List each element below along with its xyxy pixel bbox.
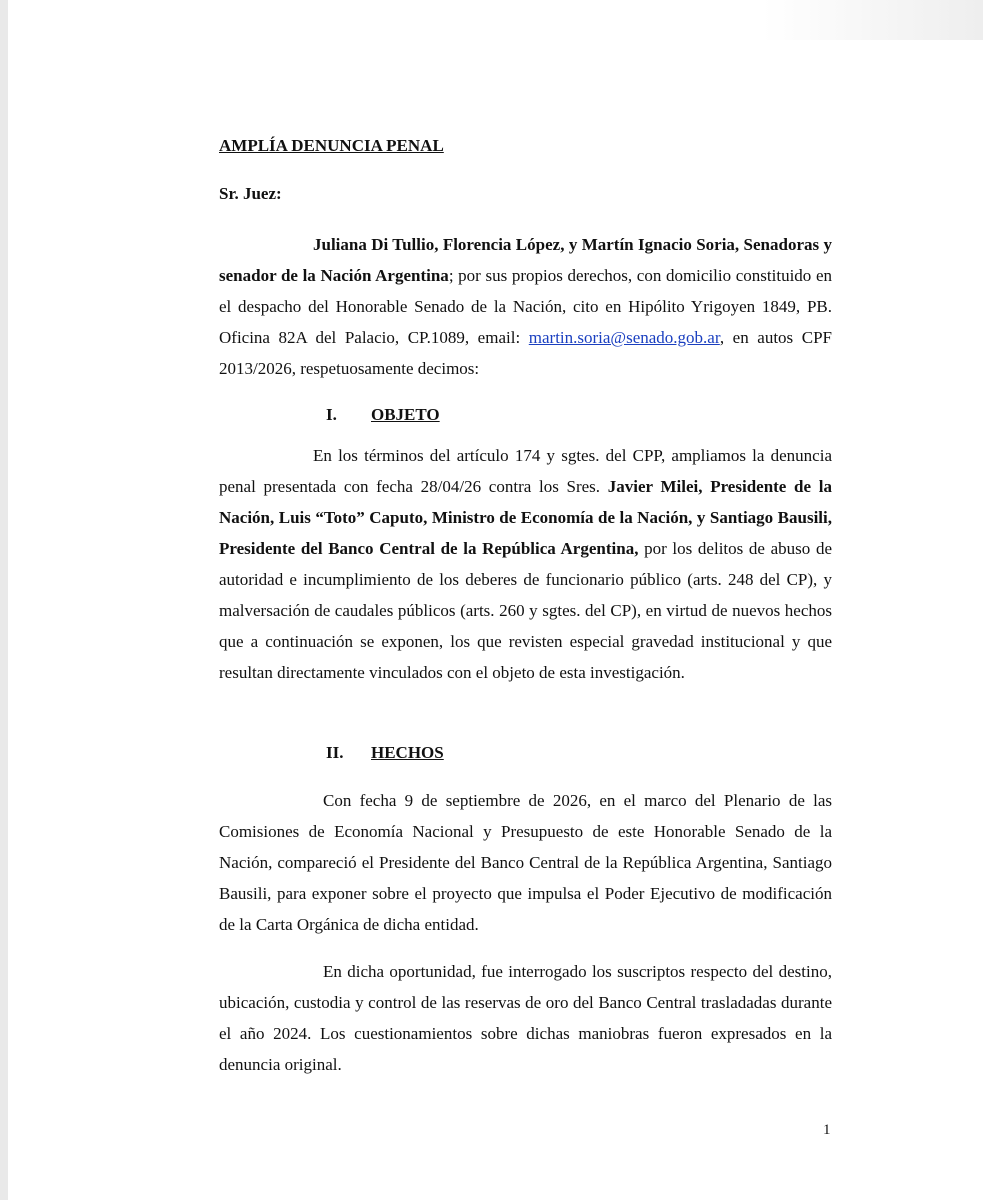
hechos-paragraph-2 (219, 956, 832, 1080)
hechos-paragraph-1 (219, 785, 832, 940)
objeto-text-a: En los términos del artículo 174 y sgtes. del CPP, ampliamos la denuncia penal presentada con fecha 28/04/26 contra los Sres. (219, 446, 832, 496)
section-title: HECHOS (371, 743, 444, 762)
section-number: I. (326, 405, 337, 424)
section-hechos-heading (326, 743, 444, 763)
intro-names: Juliana Di Tullio, Florencia López, y Martín Ignacio Soria, Senadoras y senador de la Nación Argentina (219, 235, 832, 285)
objeto-paragraph (219, 440, 832, 688)
intro-paragraph (219, 229, 832, 384)
page-number: 1 (823, 1122, 831, 1138)
page-shadow (763, 0, 983, 40)
hechos-text-1: Con fecha 9 de septiembre de 2026, en el marco del Plenario de las Comisiones de Economía Nacional y Presupuesto de este Honorable Senado de la Nación, compareció el Presidente del Banco Central de la República Argentina, Santiago Bausili, para exponer sobre el proyecto que impulsa el Poder Ejecutivo de modificación de la Carta Orgánica de dicha entidad. (219, 791, 832, 934)
hechos-text-2: En dicha oportunidad, fue interrogado los suscriptos respecto del destino, ubicación, custodia y control de las reservas de oro del Banco Central trasladadas durante el año 2024. Los cuestionamientos sobre dichas maniobras fueron expresados en la denuncia original. (219, 962, 832, 1074)
intro-tail: , en autos CPF 2013/2026, respetuosamente decimos: (219, 328, 833, 378)
document-heading: AMPLÍA DENUNCIA PENAL (219, 136, 444, 155)
objeto-accused: Javier Milei, Presidente de la Nación, Luis “Toto” Caputo, Ministro de Economía de la Nación, y Santiago Bausili, Presidente del Banco Central de la República Argentina, (219, 477, 832, 558)
section-title: OBJETO (371, 405, 440, 424)
email-link[interactable]: martin.soria@senado.gob.ar (528, 328, 720, 347)
intro-body: ; por sus propios derechos, con domicilio constituido en el despacho del Honorable Senado de la Nación, cito en Hipólito Yrigoyen 1849, PB. Oficina 82A del Palacio, CP.1089, email: (219, 266, 832, 347)
objeto-text-b: por los delitos de abuso de autoridad e incumplimiento de los deberes de funcionario público (arts. 248 del CP), y malversación de caudales públicos (arts. 260 y sgtes. del CP), en virtud de nuevos hechos que a continuación se exponen, los que revisten especial gravedad institucional y que resultan directamente vinculados con el objeto de esta investigación. (219, 539, 833, 682)
salutation: Sr. Juez: (219, 184, 282, 203)
section-number: II. (326, 743, 344, 762)
section-objeto-heading (326, 405, 440, 425)
